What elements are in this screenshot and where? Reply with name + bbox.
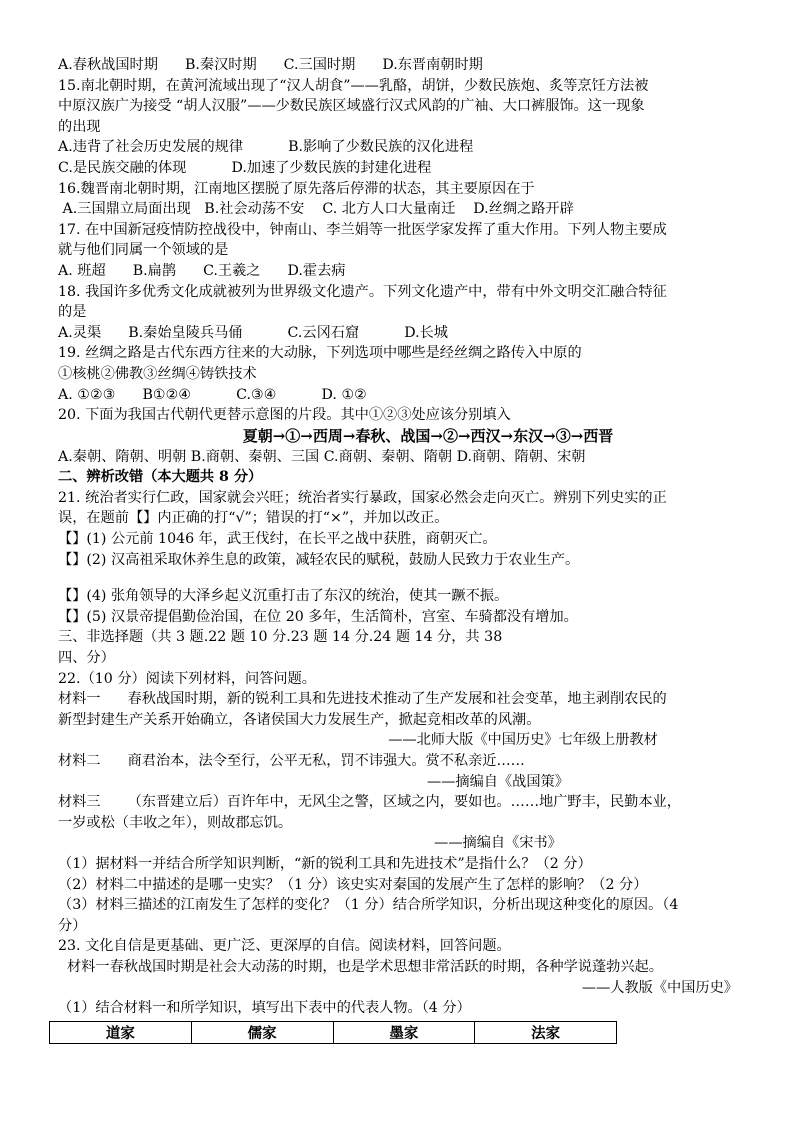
q16-stem: 16.魏晋南北朝时期，江南地区摆脱了原先落后停滞的状态，其主要原因在于 [58, 180, 535, 197]
q18-stem-2: 的是 [58, 304, 87, 321]
q22-material-3-source: ——摘编自《宋书》 [434, 835, 562, 852]
blank-gap [58, 570, 738, 586]
q21-item-5: 【】(5) 汉景帝提倡勤俭治国，在位 20 多年，生活简朴，宫室、车骑都没有增加。 [58, 608, 578, 625]
q22-sub-3: （3）材料三描述的江南发生了怎样的变化？（1 分）结合所学知识，分析出现这种变化的原因。（4 [58, 897, 679, 914]
q21-stem-2: 误，在题前【】内正确的打“√”；错误的打“×”，并加以改正。 [58, 510, 449, 527]
q19-stem: 19. 丝绸之路是古代东西方往来的大动脉，下列选项中哪些是经丝绸之路传入中原的 [58, 345, 582, 362]
table-header-confucian: 儒家 [191, 1021, 333, 1043]
q18-options: A.灵渠 B.秦始皇陵兵马俑 C.云冈石窟 D.长城 [58, 324, 448, 341]
q22-material-1-a: 材料一 春秋战国时期，新的锐利工具和先进技术推动了生产发展和社会变革，地主剥削农民的 [58, 691, 667, 708]
q20-stem: 20. 下面为我国古代朝代更替示意图的片段。其中①②③处应该分别填入 [58, 407, 511, 424]
q21-stem-1: 21. 统治者实行仁政，国家就会兴旺；统治者实行暴政，国家必然会走向灭亡。辨别下列史实的正 [58, 489, 667, 506]
q22-material-2: 材料二 商君治本，法令至行，公平无私，罚不讳强大。赏不私亲近…… [58, 753, 525, 769]
q15-options-ab: A.违背了社会历史发展的规律 B.影响了少数民族的汉化进程 [58, 139, 474, 156]
table-header-daoist: 道家 [50, 1021, 192, 1043]
q22-stem: 22.（10 分）阅读下列材料，问答问题。 [58, 670, 316, 687]
q21-item-4: 【】(4) 张角领导的大泽乡起义沉重打击了东汉的统治，使其一蹶不振。 [58, 588, 509, 605]
q19-options: A. ①②③ B①②④ C.③④ D. ①② [58, 386, 367, 403]
q17-options: A. 班超 B.扁鹊 C.王羲之 D.霍去病 [58, 262, 346, 279]
q22-material-3-a: 材料三 （东晋建立后）百许年中，无风尘之警，区域之内，要如也。……地广野丰，民勤本业， [58, 794, 681, 811]
q23-stem: 23. 文化自信是更基础、更广泛、更深厚的自信。阅读材料，回答问题。 [58, 938, 511, 955]
q22-material-3-b: 一岁或松（丰收之年），则故郡忘饥。 [58, 814, 293, 831]
table-row [50, 1021, 617, 1043]
section-3-heading-2: 四、分） [58, 650, 115, 667]
q15-stem-2: 中原汉族广为接受 “胡人汉服”——少数民族区域盛行汉式风韵的广袖、大口裤服饰。这一现象 [58, 98, 645, 115]
q20-options: A.秦朝、隋朝、明朝 B.商朝、秦朝、三国 C.商朝、秦朝、隋朝 D.商朝、隋朝、宋朝 [58, 448, 586, 465]
q18-stem-1: 18. 我国许多优秀文化成就被列为世界级文化遗产。下列文化遗产中，带有中外文明交汇融合特征 [58, 283, 667, 300]
q20-dynasty-chain: 夏朝→①→西周→春秋、战国→②→西汉→东汉→③→西晋 [242, 426, 614, 445]
q15-stem-1: 15.南北朝时期，在黄河流域出现了“汉人胡食”——乳酪，胡饼，少数民族炮、炙等烹饪方法被 [58, 77, 649, 94]
q23-sub-1: （1）结合材料一和所学知识，填写出下表中的代表人物。（4 分） [58, 1000, 471, 1017]
q16-options: A.三国鼎立局面出现 B.社会动荡不安 C. 北方人口大量南迁 D.丝绸之路开辟 [58, 201, 574, 218]
q22-material-1-source: ——北师大版《中国历史》七年级上册教材 [388, 732, 658, 749]
q14-options: A.春秋战国时期 B.秦汉时期 C.三国时期 D.东晋南朝时期 [58, 57, 483, 73]
q21-item-1: 【】(1) 公元前 1046 年，武王伐纣，在长平之战中获胜，商朝灭亡。 [58, 531, 497, 548]
q22-sub-1: （1）据材料一并结合所学知识判断，“新的锐利工具和先进技术”是指什么？（2 分） [58, 855, 592, 872]
q21-item-2: 【】(2) 汉高祖采取休养生息的政策，减轻农民的赋税，鼓励人民致力于农业生产。 [58, 551, 580, 568]
representatives-table [49, 1021, 617, 1044]
q23-material-1-source: ——人教版《中国历史》 [581, 979, 738, 996]
q23-material-1: 材料一春秋战国时期是社会大动荡的时期，也是学术思想非常活跃的时期，各种学说蓬勃兴起。 [58, 958, 663, 975]
section-2-heading: 二、辨析改错（本大题共 8 分） [58, 469, 263, 486]
exam-page [58, 55, 738, 1044]
q19-items: ①核桃②佛教③丝绸④铸铁技术 [58, 365, 257, 382]
q17-stem-2: 就与他们同属一个领域的是 [58, 242, 229, 259]
q22-sub-3-cont: 分） [58, 917, 87, 934]
q15-options-cd: C.是民族交融的体现 D.加速了少数民族的封建化进程 [58, 159, 432, 176]
q15-stem-3: 的出现 [58, 118, 101, 135]
table-header-mohist: 墨家 [333, 1021, 475, 1043]
section-3-heading-1: 三、非选择题（共 3 题.22 题 10 分.23 题 14 分.24 题 14 分，共 38 [58, 629, 503, 646]
q22-sub-2: （2）材料二中描述的是哪一史实？（1 分）该史实对秦国的发展产生了怎样的影响？（2 分） [58, 876, 648, 893]
q22-material-2-source: ——摘编自《战国策》 [427, 773, 569, 790]
table-header-legalist: 法家 [475, 1021, 617, 1043]
q17-stem-1: 17. 在中国新冠疫情防控战役中，钟南山、李兰娟等一批医学家发挥了重大作用。下列人物主要成 [58, 221, 667, 238]
q22-material-1-b: 新型封建生产关系开始确立，各诸侯国大力发展生产，掀起竞相改革的风潮。 [58, 711, 541, 728]
